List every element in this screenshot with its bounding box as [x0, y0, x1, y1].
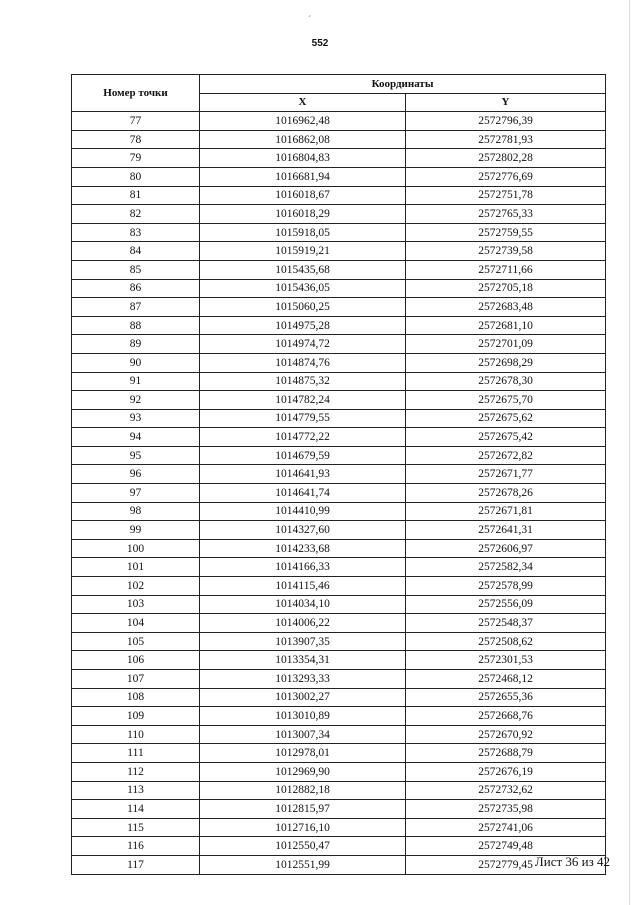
- cell-point-number: 77: [72, 112, 200, 131]
- coordinates-table: [71, 74, 606, 875]
- cell-point-number: 115: [72, 818, 200, 837]
- table-row: [72, 353, 606, 372]
- cell-x: 1013907,35: [200, 632, 406, 651]
- cell-point-number: 91: [72, 372, 200, 391]
- cell-point-number: 98: [72, 502, 200, 521]
- cell-x: 1013354,31: [200, 651, 406, 670]
- cell-x: 1013293,33: [200, 670, 406, 689]
- cell-y: 2572749,48: [406, 837, 606, 856]
- table-row: [72, 651, 606, 670]
- cell-x: 1012815,97: [200, 800, 406, 819]
- cell-y: 2572739,58: [406, 242, 606, 261]
- cell-y: 2572606,97: [406, 539, 606, 558]
- table-row: [72, 112, 606, 131]
- table-row: [72, 614, 606, 633]
- table-row: [72, 632, 606, 651]
- table-row: [72, 391, 606, 410]
- header-point-number: Номер точки: [72, 75, 200, 112]
- cell-x: 1016804,83: [200, 149, 406, 168]
- cell-x: 1012551,99: [200, 855, 406, 874]
- cell-y: 2572678,30: [406, 372, 606, 391]
- table-row: [72, 725, 606, 744]
- table-row: [72, 130, 606, 149]
- cell-point-number: 117: [72, 855, 200, 874]
- page-edge-line: [629, 0, 630, 905]
- cell-x: 1015436,05: [200, 279, 406, 298]
- cell-point-number: 86: [72, 279, 200, 298]
- table-row: [72, 707, 606, 726]
- cell-x: 1012882,18: [200, 781, 406, 800]
- cell-point-number: 93: [72, 409, 200, 428]
- cell-point-number: 100: [72, 539, 200, 558]
- table-row: [72, 539, 606, 558]
- cell-y: 2572578,99: [406, 577, 606, 596]
- table-row: [72, 372, 606, 391]
- scan-mark: ˊ: [308, 14, 311, 24]
- cell-y: 2572675,42: [406, 428, 606, 447]
- cell-x: 1016018,67: [200, 186, 406, 205]
- cell-point-number: 95: [72, 446, 200, 465]
- cell-point-number: 111: [72, 744, 200, 763]
- cell-x: 1014233,68: [200, 539, 406, 558]
- cell-point-number: 104: [72, 614, 200, 633]
- table-row: [72, 781, 606, 800]
- cell-x: 1014115,46: [200, 577, 406, 596]
- cell-point-number: 94: [72, 428, 200, 447]
- cell-y: 2572683,48: [406, 298, 606, 317]
- cell-x: 1012716,10: [200, 818, 406, 837]
- cell-y: 2572802,28: [406, 149, 606, 168]
- cell-y: 2572796,39: [406, 112, 606, 131]
- cell-y: 2572776,69: [406, 167, 606, 186]
- cell-y: 2572641,31: [406, 521, 606, 540]
- table-row: [72, 335, 606, 354]
- table-row: [72, 837, 606, 856]
- table-row: [72, 818, 606, 837]
- cell-point-number: 101: [72, 558, 200, 577]
- cell-y: 2572548,37: [406, 614, 606, 633]
- cell-point-number: 80: [72, 167, 200, 186]
- cell-point-number: 113: [72, 781, 200, 800]
- header-y: Y: [406, 93, 606, 112]
- cell-point-number: 92: [72, 391, 200, 410]
- cell-x: 1013010,89: [200, 707, 406, 726]
- cell-y: 2572668,76: [406, 707, 606, 726]
- cell-x: 1016962,48: [200, 112, 406, 131]
- cell-y: 2572670,92: [406, 725, 606, 744]
- cell-point-number: 114: [72, 800, 200, 819]
- table-row: [72, 800, 606, 819]
- cell-point-number: 99: [72, 521, 200, 540]
- table-row: [72, 595, 606, 614]
- cell-y: 2572765,33: [406, 205, 606, 224]
- table-row: [72, 502, 606, 521]
- cell-point-number: 83: [72, 223, 200, 242]
- cell-y: 2572675,70: [406, 391, 606, 410]
- cell-x: 1014874,76: [200, 353, 406, 372]
- cell-x: 1015918,05: [200, 223, 406, 242]
- cell-y: 2572688,79: [406, 744, 606, 763]
- cell-point-number: 88: [72, 316, 200, 335]
- cell-y: 2572779,45: [406, 855, 606, 874]
- cell-point-number: 116: [72, 837, 200, 856]
- cell-x: 1014006,22: [200, 614, 406, 633]
- cell-x: 1015919,21: [200, 242, 406, 261]
- table-row: [72, 428, 606, 447]
- table-row: [72, 409, 606, 428]
- cell-point-number: 106: [72, 651, 200, 670]
- cell-x: 1014975,28: [200, 316, 406, 335]
- table-row: [72, 855, 606, 874]
- cell-x: 1012978,01: [200, 744, 406, 763]
- table-row: [72, 744, 606, 763]
- cell-y: 2572508,62: [406, 632, 606, 651]
- cell-y: 2572751,78: [406, 186, 606, 205]
- table-body: [72, 112, 606, 874]
- cell-x: 1015435,68: [200, 260, 406, 279]
- cell-y: 2572468,12: [406, 670, 606, 689]
- table-row: [72, 242, 606, 261]
- cell-y: 2572741,06: [406, 818, 606, 837]
- cell-x: 1014327,60: [200, 521, 406, 540]
- cell-point-number: 108: [72, 688, 200, 707]
- table-row: [72, 688, 606, 707]
- cell-x: 1014679,59: [200, 446, 406, 465]
- cell-x: 1014166,33: [200, 558, 406, 577]
- table-row: [72, 186, 606, 205]
- table-row: [72, 521, 606, 540]
- cell-point-number: 96: [72, 465, 200, 484]
- cell-point-number: 103: [72, 595, 200, 614]
- cell-x: 1014779,55: [200, 409, 406, 428]
- cell-x: 1014772,22: [200, 428, 406, 447]
- cell-y: 2572759,55: [406, 223, 606, 242]
- cell-y: 2572711,66: [406, 260, 606, 279]
- cell-y: 2572655,36: [406, 688, 606, 707]
- cell-point-number: 82: [72, 205, 200, 224]
- cell-y: 2572732,62: [406, 781, 606, 800]
- cell-point-number: 79: [72, 149, 200, 168]
- table-row: [72, 260, 606, 279]
- cell-x: 1014641,74: [200, 484, 406, 503]
- table-row: [72, 577, 606, 596]
- cell-point-number: 112: [72, 762, 200, 781]
- cell-point-number: 110: [72, 725, 200, 744]
- sheet-counter: Лист 36 из 42: [534, 854, 610, 869]
- table-row: [72, 223, 606, 242]
- cell-y: 2572671,77: [406, 465, 606, 484]
- table-row: [72, 205, 606, 224]
- table-row: [72, 670, 606, 689]
- cell-x: 1013002,27: [200, 688, 406, 707]
- cell-y: 2572556,09: [406, 595, 606, 614]
- cell-x: 1014974,72: [200, 335, 406, 354]
- cell-y: 2572671,81: [406, 502, 606, 521]
- cell-x: 1014641,93: [200, 465, 406, 484]
- table-row: [72, 298, 606, 317]
- cell-point-number: 84: [72, 242, 200, 261]
- cell-y: 2572582,34: [406, 558, 606, 577]
- cell-x: 1013007,34: [200, 725, 406, 744]
- cell-y: 2572675,62: [406, 409, 606, 428]
- cell-y: 2572698,29: [406, 353, 606, 372]
- cell-point-number: 81: [72, 186, 200, 205]
- table-row: [72, 484, 606, 503]
- cell-y: 2572676,19: [406, 762, 606, 781]
- table-row: [72, 762, 606, 781]
- cell-y: 2572678,26: [406, 484, 606, 503]
- cell-x: 1012550,47: [200, 837, 406, 856]
- page-number: 552: [311, 38, 329, 49]
- cell-x: 1015060,25: [200, 298, 406, 317]
- table-row: [72, 167, 606, 186]
- cell-x: 1014410,99: [200, 502, 406, 521]
- cell-point-number: 90: [72, 353, 200, 372]
- cell-x: 1014782,24: [200, 391, 406, 410]
- table-row: [72, 558, 606, 577]
- cell-point-number: 97: [72, 484, 200, 503]
- table-row: [72, 279, 606, 298]
- cell-point-number: 105: [72, 632, 200, 651]
- cell-x: 1014875,32: [200, 372, 406, 391]
- cell-point-number: 87: [72, 298, 200, 317]
- header-coordinates: Координаты: [200, 75, 606, 94]
- cell-point-number: 78: [72, 130, 200, 149]
- table-row: [72, 465, 606, 484]
- table-row: [72, 316, 606, 335]
- cell-y: 2572672,82: [406, 446, 606, 465]
- cell-x: 1016681,94: [200, 167, 406, 186]
- header-x: X: [200, 93, 406, 112]
- cell-y: 2572701,09: [406, 335, 606, 354]
- cell-x: 1016862,08: [200, 130, 406, 149]
- cell-point-number: 109: [72, 707, 200, 726]
- table-row: [72, 149, 606, 168]
- cell-y: 2572681,10: [406, 316, 606, 335]
- cell-x: 1014034,10: [200, 595, 406, 614]
- cell-y: 2572735,98: [406, 800, 606, 819]
- cell-y: 2572705,18: [406, 279, 606, 298]
- cell-y: 2572301,53: [406, 651, 606, 670]
- cell-point-number: 89: [72, 335, 200, 354]
- table-row: [72, 446, 606, 465]
- cell-y: 2572781,93: [406, 130, 606, 149]
- cell-x: 1012969,90: [200, 762, 406, 781]
- cell-x: 1016018,29: [200, 205, 406, 224]
- cell-point-number: 107: [72, 670, 200, 689]
- cell-point-number: 85: [72, 260, 200, 279]
- cell-point-number: 102: [72, 577, 200, 596]
